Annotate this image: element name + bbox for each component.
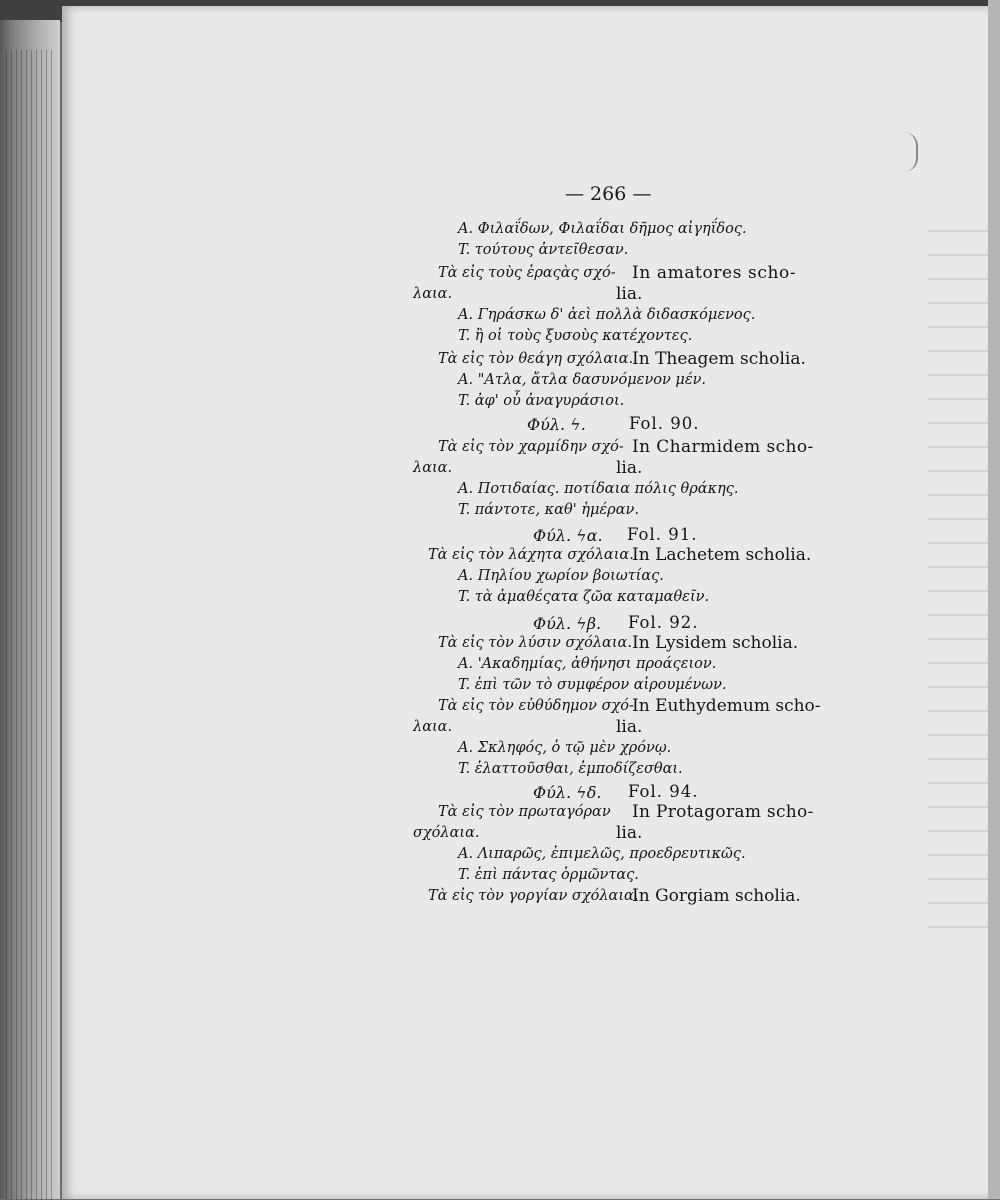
text-line: T. ἐπὶ πάντας ὁρμῶντας. <box>458 867 639 883</box>
text-line: T. πάντοτε, καθ' ἡμέραν. <box>458 502 639 518</box>
text-line: A. Σκληφός, ὁ τῷ μὲν χρόνῳ. <box>458 740 672 756</box>
page-number: — 266 — <box>565 183 652 205</box>
greek-heading: Τὰ εἰς τὸν λύσιν σχόλαια. <box>438 635 632 651</box>
greek-heading-cont: λαια. <box>413 460 453 476</box>
text-line: T. ἀφ' οὗ ἀναγυράσιοι. <box>458 393 625 409</box>
latin-heading: In Gorgiam scholia. <box>632 886 801 906</box>
latin-heading: In Lysidem scholia. <box>632 633 799 653</box>
latin-heading-cont: lia. <box>616 458 643 478</box>
folio-latin: Fol. 92. <box>628 613 699 632</box>
latin-heading: In Charmidem scho- <box>632 437 814 457</box>
greek-heading-cont: λαια. <box>413 719 453 735</box>
latin-heading: In amatores scho- <box>632 263 797 283</box>
latin-heading: In Euthydemum scho- <box>632 696 821 716</box>
folio-greek: Φύλ. ϟ. <box>527 415 586 434</box>
greek-heading: Τὰ εἰς τὸν γοργίαν σχόλαια. <box>428 888 639 904</box>
text-line: T. τούτους ἀντεῖθεσαν. <box>458 242 629 258</box>
text-line: A. Ποτιδαίας. ποτίδαια πόλις θράκης. <box>458 481 739 497</box>
text-line: A. Λιπαρῶς, ἐπιμελῶς, προεδρευτικῶς. <box>458 846 746 862</box>
latin-heading-cont: lia. <box>616 823 643 843</box>
text-line: T. ἐπὶ τῶν τὸ συμφέρον αἱρουμένων. <box>458 677 727 693</box>
text-line: A. Φιλαΐδων, Φιλαΐδαι δῆμος αἰγηΐδος. <box>458 221 747 237</box>
greek-heading-cont: σχόλαια. <box>413 825 480 841</box>
folio-greek: Φύλ. ϟδ. <box>533 783 602 802</box>
text-line: A. "Ατλα, ἄτλα δασυνόμενον μέν. <box>458 372 707 388</box>
text-line: A. 'Ακαδημίας, ἀθήνησι προάςειον. <box>458 656 717 672</box>
folio-greek: Φύλ. ϟα. <box>533 526 603 545</box>
text-line: A. Γηράσκω δ' ἀεὶ πολλὰ διδασκόμενος. <box>458 307 756 323</box>
text-line: A. Πηλίου χωρίον βοιωτίας. <box>458 568 664 584</box>
right-page-edge <box>988 0 1000 1199</box>
latin-heading: In Lachetem scholia. <box>632 545 812 565</box>
latin-heading-cont: lia. <box>616 284 643 304</box>
greek-heading: Τὰ εἰς τὸν πρωταγόραν <box>438 804 611 820</box>
greek-heading: Τὰ εἰς τὸν θεάγη σχόλαια. <box>438 351 634 367</box>
greek-heading: Τὰ εἰς τὸν εὐθύδημον σχό- <box>438 698 634 714</box>
text-line: T. ἐλαττοῦσθαι, ἐμποδίζεσθαι. <box>458 761 683 777</box>
pencil-mark <box>900 132 918 172</box>
latin-heading-cont: lia. <box>616 717 643 737</box>
folio-latin: Fol. 91. <box>627 525 698 544</box>
folio-greek: Φύλ. ϟβ. <box>533 614 602 633</box>
greek-heading: Τὰ εἰς τὸν λάχητα σχόλαια. <box>428 547 634 563</box>
folio-latin: Fol. 90. <box>629 414 700 433</box>
latin-heading: In Protagoram scho- <box>632 802 814 822</box>
text-line: T. τὰ ἀμαθέςατα ζῶα καταμαθεῖν. <box>458 589 710 605</box>
page-stack-edge <box>0 20 60 1199</box>
greek-heading-cont: λαια. <box>413 286 453 302</box>
greek-heading: Τὰ εἰς τοὺς ἐραςὰς σχό- <box>438 265 616 281</box>
latin-heading: In Theagem scholia. <box>632 349 806 369</box>
greek-heading: Τὰ εἰς τὸν χαρμίδην σχό- <box>438 439 624 455</box>
bleed-through-text <box>928 230 988 930</box>
text-line: T. ἢ οἱ τοὺς ξυσοὺς κατέχοντες. <box>458 328 693 344</box>
folio-latin: Fol. 94. <box>628 782 699 801</box>
